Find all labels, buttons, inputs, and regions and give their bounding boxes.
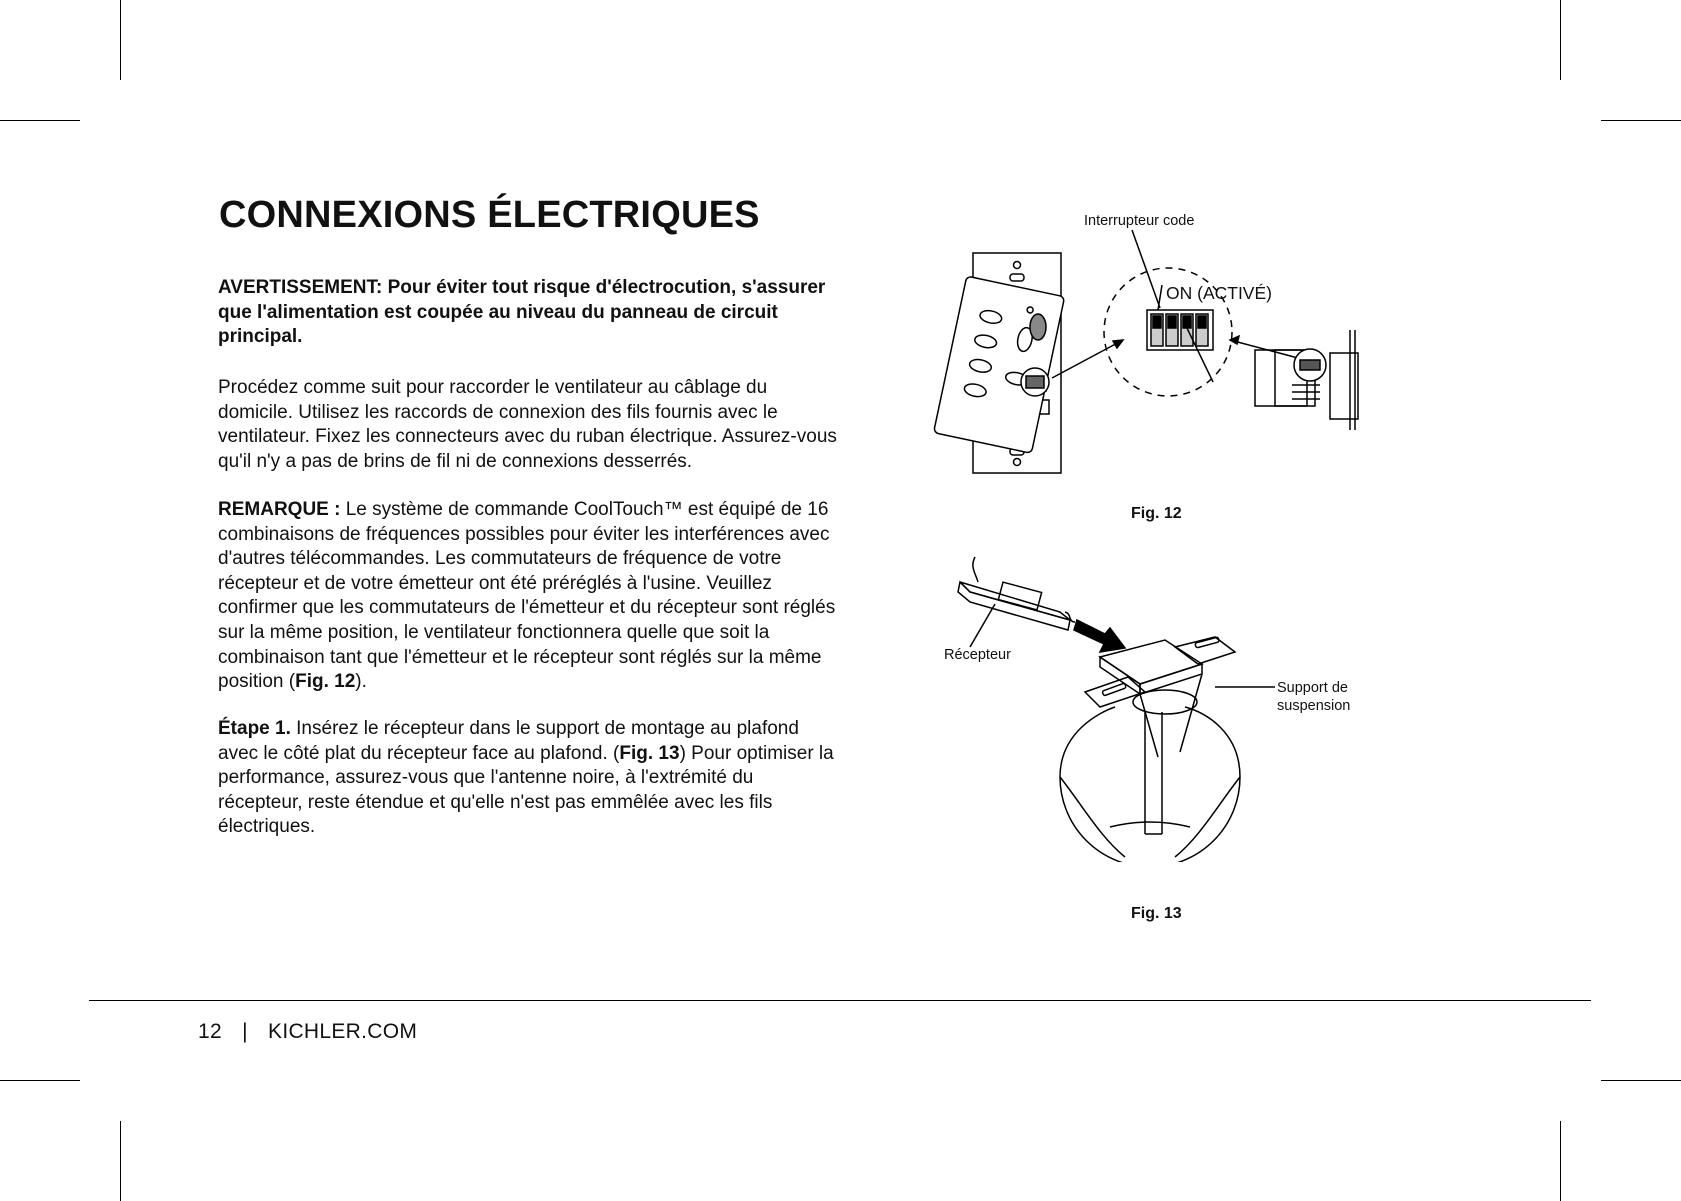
crop-mark [120,0,121,80]
note-label: REMARQUE : [218,499,341,520]
warning-text: Pour éviter tout risque d'électrocution, s'assurer que l'alimentation est coupée au niveau du panneau de circuit principal. [218,277,826,348]
page-title: CONNEXIONS ÉLECTRIQUES [219,194,760,236]
callout-receiver: Récepteur [944,647,1011,663]
footer-rule [89,1000,1591,1001]
callout-on-activated: ON (ACTIVÉ) [1166,283,1272,303]
note-paragraph [218,498,843,695]
note-text: Le système de commande CoolTouch™ est équipé de 16 combinaisons de fréquences possibles pour éviter les interférences avec d'autres télécommandes. Les commutateurs de fréquence de votre récepteur et de votre émetteur ont été préréglés à l'usine. Veuillez confirmer que les commutateurs de l'émetteur et du récepteur sont réglés sur la même position, le ventilateur fonctionnera quelle que soit la combinaison tant que l'émetteur et le récepteur sont réglés sur la même position ( [218,499,836,693]
step1-text-end: ) Pour optimiser la performance, assurez-vous que l'antenne noire, à l'extrémité du récepteur, reste étendue et qu'elle n'est pas emmêlée avec les fils électriques. [218,742,834,838]
footer-site-link: KICHLER.COM [268,1020,418,1043]
crop-mark [0,1080,80,1081]
note-fig-ref: Fig. 12 [295,671,356,693]
crop-mark [1560,0,1561,80]
intro-paragraph: Procédez comme suit pour raccorder le ventilateur au câblage du domicile. Utilisez les raccords de connexion des fils fournis avec le ventilateur. Fixez les connecteurs avec du ruban électrique. Assurez-vous qu'il n'y a pas de brins de fil ni de connexions desserrés. [218,377,837,472]
warning-paragraph [218,276,843,350]
footer-separator: | [242,1020,248,1043]
crop-mark [0,120,80,121]
remote-transmitter [934,276,1065,453]
footer [198,1020,417,1044]
callout-code-switch: Interrupteur code [1084,213,1195,229]
page-number: 12 [198,1020,222,1043]
crop-mark [120,1121,121,1201]
callout-support [1277,679,1350,715]
step1-paragraph [218,717,843,840]
receiver-unit [958,557,1075,630]
callout-support-line1: Support de [1277,680,1348,696]
callout-support-line2: suspension [1277,698,1351,714]
crop-mark [1560,1121,1561,1201]
fig12-label: Fig. 12 [1131,505,1182,522]
crop-mark [1601,120,1681,121]
crop-mark [1601,1080,1681,1081]
fig12-illustration [920,230,1400,480]
step1-fig-ref: Fig. 13 [619,742,680,764]
step1-label: Étape 1. [218,718,291,739]
fig13-label: Fig. 13 [1131,905,1182,922]
step1-text: Insérez le récepteur dans le support de montage au plafond avec le côté plat du récepteur face au plafond. ( [218,718,799,764]
warning-label: AVERTISSEMENT: [218,277,383,298]
note-end: ). [355,671,367,693]
